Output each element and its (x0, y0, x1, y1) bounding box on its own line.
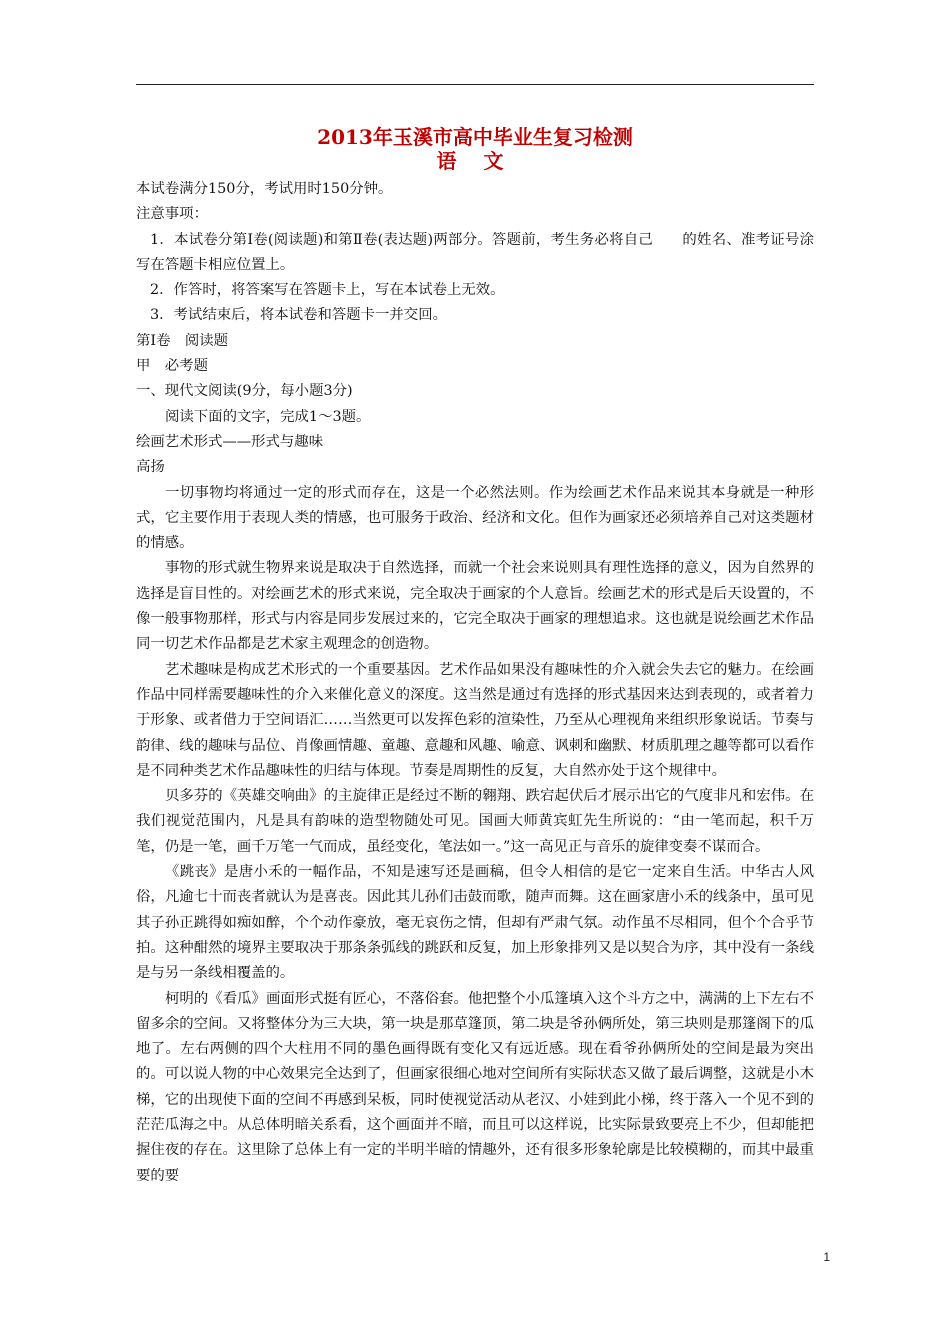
article-author: 高扬 (136, 459, 165, 476)
notice-heading: 注意事项： (136, 206, 208, 223)
article-paragraph: 一切事物均将通过一定的形式而存在，这是一个必然法则。作为绘画艺术作品来说其本身就是一种形式，它主要作用于表现人类的情感，也可服务于政治、经济和文化。但作为画家还必须培养自己对这类题材的情感。 (136, 484, 814, 552)
exam-subject: 语 文 (436, 149, 514, 173)
score-info: 本试卷满分150分，考试用时150分钟。 (136, 181, 393, 197)
header-rule (136, 84, 814, 85)
article-paragraph: 《跳丧》是唐小禾的一幅作品，不知是速写还是画稿，但令人相信的是它一定来自生活。中华古人风俗，凡逾七十而丧者就认为是喜丧。因此其儿孙们击鼓而歌，随声而舞。这在画家唐小禾的线条中，虽可见其子孙正跳得如痴如醉，个个动作豪放，毫无哀伤之情，但却有严肃气氛。动作虽不尽相同，但个个合乎节拍。这种酣然的境界主要取决于那条条弧线的跳跃和反复，加上形象排列又是以契合为序，其中没有一条线是与另一条线相覆盖的。 (136, 864, 814, 982)
notice-item-3: 3．考试结束后，将本试卷和答题卡一并交回。 (150, 307, 447, 324)
article-paragraph: 柯明的《看瓜》画面形式挺有匠心，不落俗套。他把整个小瓜篷填入这个斗方之中，满满的上下左右不留多余的空间。又将整体分为三大块，第一块是那草篷顶，第二块是爷孙俩所处，第三块则是那篷阁下的瓜地了。左右两侧的四个大柱用不同的墨色画得既有变化又有远近感。现在看爷孙俩所处的空间是最为突出的。可以说人物的中心效果完全达到了，但画家很细心地对空间所有实际状态又做了最后调整，这就是小木梯，它的出现使下面的空间不再感到呆板，同时使视觉活动从老汉、小娃到此小梯，终于落入一个见不到的茫茫瓜海之中。从总体明暗关系看，这个画面并不暗，而且可以这样说，比实际景致要亮上不少，但却能把握住夜的存在。这里除了总体上有一定的半明半暗的情趣外，还有很多形象轮廓是比较模糊的，而其中最重要的要 (136, 990, 814, 1184)
page-number: 1 (823, 1250, 830, 1264)
article-paragraph: 事物的形式就生物界来说是取决于自然选择，而就一个社会来说则具有理性选择的意义，因为自然界的选择是盲目性的。对绘画艺术的形式来说，完全取决于画家的个人意旨。绘画艺术的形式是后天设置的，不像一般事物那样，形式与内容是同步发展过来的，它完全取决于画家的理想追求。这也就是说绘画艺术作品同一切艺术作品都是艺术家主观理念的创造物。 (136, 560, 814, 653)
document-body (136, 177, 814, 1189)
article-paragraph: 艺术趣味是构成艺术形式的一个重要基因。艺术作品如果没有趣味性的介入就会失去它的魅力。在绘画作品中同样需要趣味性的介入来催化意义的深度。这当然是通过有选择的形式基因来达到表现的，或者着力于形象、或者借力于空间语汇……当然更可以发挥色彩的渲染性，乃至从心理视角来组织形象说话。节奏与韵律、线的趣味与品位、肖像画情趣、童趣、意趣和风趣、喻意、讽刺和幽默、材质肌理之趣等都可以看作是不同种类艺术作品趣味性的归结与体现。节奏是周期性的反复，大自然亦处于这个规律中。 (136, 661, 814, 779)
section-heading: 甲 必考题 (136, 358, 208, 375)
exam-title: 2013年玉溪市高中毕业生复习检测 (317, 125, 633, 149)
article-paragraph: 贝多芬的《英雄交响曲》的主旋律正是经过不断的翱翔、跌宕起伏后才展示出它的气度非凡和宏伟。在我们视觉范围内，凡是具有韵味的造型物随处可见。国画大师黄宾虹先生所说的：“由一笔而起，积千万笔，仍是一笔，画千万笔一气而成，虽经变化，笔法如一。”这一高见正与音乐的旋律变奏不谋而合。 (136, 788, 814, 855)
notice-item-2: 2．作答时，将答案写在答题卡上，写在本试卷上无效。 (150, 282, 505, 299)
question-part-heading: 一、现代文阅读(9分，每小题3分) (136, 383, 353, 400)
volume-heading: 第Ⅰ卷 阅读题 (136, 332, 229, 349)
reading-instruction: 阅读下面的文字，完成1～3题。 (165, 408, 371, 425)
notice-item-1: 1．本试卷分第Ⅰ卷(阅读题)和第Ⅱ卷(表达题)两部分。答题前，考生务必将自己 的姓名、准考证号涂写在答题卡相应位置上。 (136, 231, 814, 273)
article-title: 绘画艺术形式——形式与趣味 (136, 433, 324, 450)
